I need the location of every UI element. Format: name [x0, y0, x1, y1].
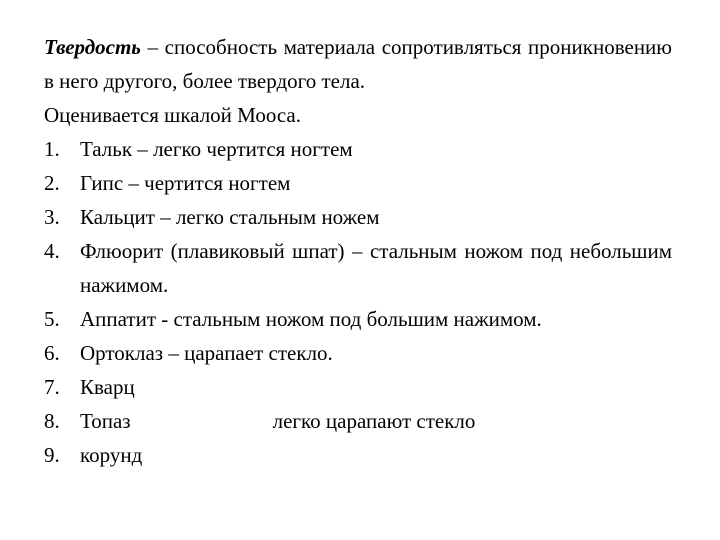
- item-number: 6.: [44, 341, 60, 365]
- item-number: 7.: [44, 375, 60, 399]
- mohs-scale-list: [44, 132, 672, 472]
- item-number: 3.: [44, 205, 60, 229]
- hardness-definition: [44, 30, 672, 98]
- list-item: [44, 200, 672, 234]
- item-number: 9.: [44, 443, 60, 467]
- list-item: [44, 438, 672, 472]
- list-item: [44, 404, 672, 438]
- item-text: Кварц: [80, 375, 135, 399]
- item-number: 2.: [44, 171, 60, 195]
- item-text: Ортоклаз – царапает стекло.: [80, 341, 333, 365]
- item-text: корунд: [80, 443, 143, 467]
- term-hardness: Твердость: [44, 35, 141, 59]
- list-item: [44, 336, 672, 370]
- item-number: 5.: [44, 307, 60, 331]
- list-item: [44, 370, 672, 404]
- list-item: [44, 166, 672, 200]
- slide-content: [44, 30, 672, 472]
- definition-text: – способность материала сопротивляться проникновению в него другого, более твердого тела.: [44, 35, 672, 93]
- item-text: Аппатит - стальным ножом под большим нажимом.: [80, 307, 542, 331]
- item-text: Тальк – легко чертится ногтем: [80, 137, 353, 161]
- item-text-group: [80, 404, 672, 438]
- item-text: Кальцит – легко стальным ножем: [80, 205, 380, 229]
- item-text: Флюорит (плавиковый шпат) – стальным ножом под небольшим нажимом.: [80, 239, 672, 297]
- item-text: Гипс – чертится ногтем: [80, 171, 291, 195]
- list-item: [44, 234, 672, 302]
- list-item: [44, 302, 672, 336]
- item-number: 4.: [44, 239, 60, 263]
- item-text: Топаз: [80, 409, 131, 433]
- item-number: 8.: [44, 409, 60, 433]
- list-item: [44, 132, 672, 166]
- item-number: 1.: [44, 137, 60, 161]
- item-note: легко царапают стекло: [272, 409, 476, 433]
- scale-note: Оценивается шкалой Мооса.: [44, 103, 301, 127]
